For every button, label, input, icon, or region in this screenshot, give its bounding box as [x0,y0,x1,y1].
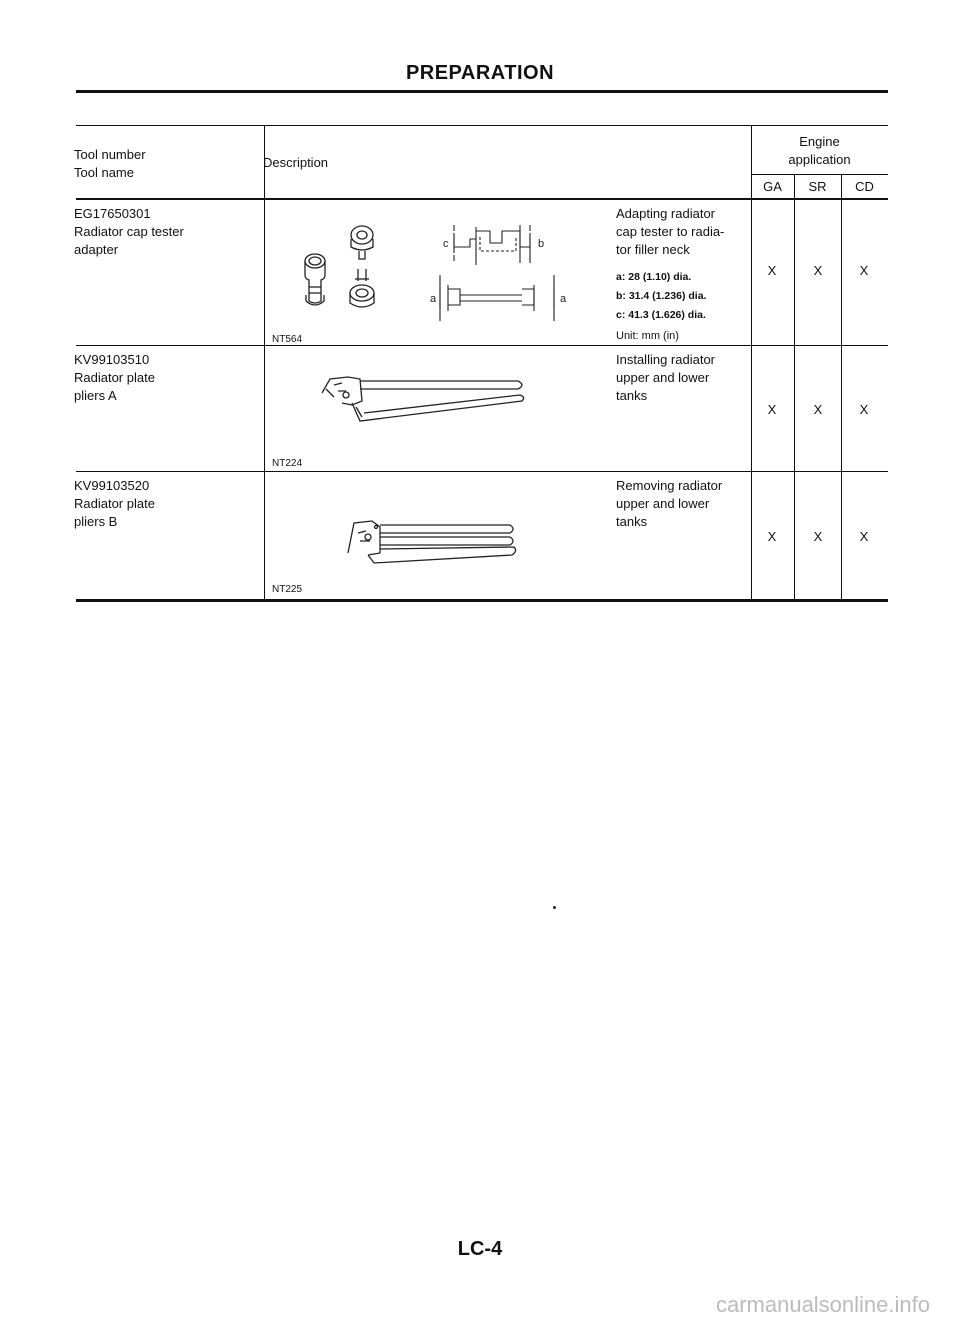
tool-name-line: Radiator plate [74,496,155,511]
col-divider [264,125,265,601]
description-line: tanks [616,514,648,529]
header-engine: Engine [799,134,840,149]
spec-line: b: 31.4 (1.236) dia. [616,290,707,302]
row-divider [76,471,888,472]
dim-label-c: c [443,238,449,250]
unit-note: Unit: mm (in) [616,330,679,342]
header-bottom-rule [76,198,888,200]
figure-id: NT564 [272,334,303,345]
page-title: PREPARATION [405,62,555,84]
description-line: Removing radiator [616,478,723,493]
application-mark-sr: X [813,402,823,417]
description-line: Installing radiator [616,352,715,367]
application-mark-ga: X [767,402,777,417]
spec-line: a: 28 (1.10) dia. [616,271,692,283]
application-mark-cd: X [859,263,869,278]
radiator-plate-pliers-b-figure [344,519,534,569]
description-line: upper and lower [616,496,710,511]
dim-label-a-left: a [430,293,437,305]
table-top-rule [76,125,888,126]
header-tool-number: Tool number [74,147,146,162]
adapter-dimension-figure [426,217,586,327]
col-divider [794,174,795,601]
dim-label-b: b [538,238,545,250]
dim-label-a-right: a [560,293,567,305]
radiator-cap-adapter-figure [302,217,422,329]
header-description: Description [263,155,329,170]
header-engine-cd: CD [855,179,874,194]
stray-mark [553,906,556,909]
header-application: application [788,152,851,167]
tool-number: EG17650301 [74,206,151,221]
description-line: tor filler neck [616,242,690,257]
figure-id: NT225 [272,584,303,595]
radiator-plate-pliers-a-figure [312,371,552,441]
spec-line: c: 41.3 (1.626) dia. [616,309,706,321]
application-mark-cd: X [859,529,869,544]
row-divider [76,345,888,346]
tool-name-line: pliers B [74,514,118,529]
figure-id: NT224 [272,458,303,469]
description-line: tanks [616,388,648,403]
tool-name-line: Radiator plate [74,370,155,385]
tool-name-line: adapter [74,242,119,257]
header-tool-name: Tool name [74,165,134,180]
engine-sub-rule [751,174,888,175]
tool-name-line: pliers A [74,388,117,403]
description-line: Adapting radiator [616,206,716,221]
application-mark-sr: X [813,529,823,544]
tool-number: KV99103520 [74,478,150,493]
application-mark-ga: X [767,529,777,544]
table-bottom-rule [76,599,888,602]
watermark: carmanualsonline.info [715,1292,930,1317]
description-line: upper and lower [616,370,710,385]
description-line: cap tester to radia- [616,224,725,239]
page-number: LC-4 [457,1238,503,1260]
tool-name-line: Radiator cap tester [74,224,184,239]
application-mark-ga: X [767,263,777,278]
tool-number: KV99103510 [74,352,150,367]
header-engine-sr: SR [808,179,827,194]
col-divider [841,174,842,601]
application-mark-sr: X [813,263,823,278]
application-mark-cd: X [859,402,869,417]
title-rule [76,90,888,93]
header-engine-ga: GA [763,179,782,194]
